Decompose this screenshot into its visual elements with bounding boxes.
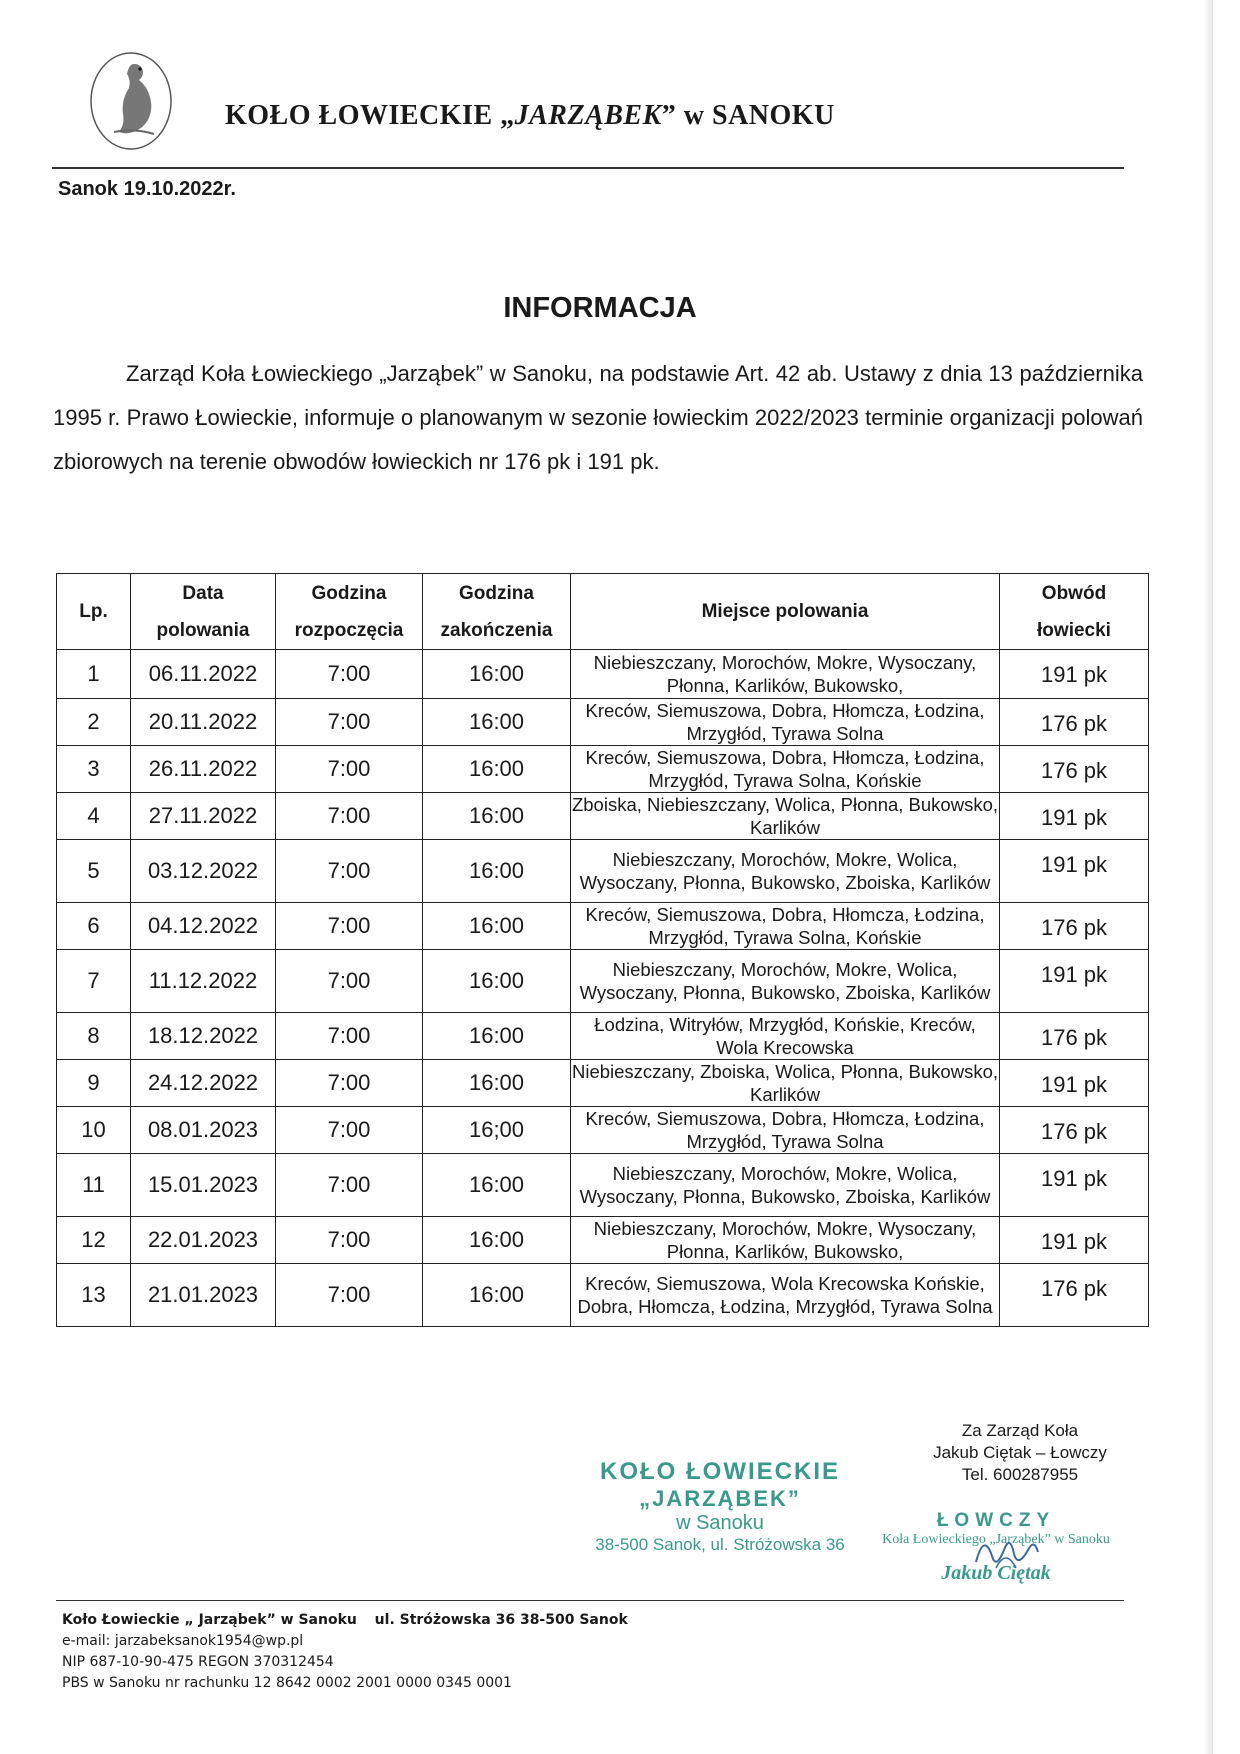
cell-start-time: 7:00	[276, 950, 423, 1013]
cell-district: 191 pk	[1000, 840, 1149, 903]
cell-place: Kreców, Siemuszowa, Dobra, Hłomcza, Łodzina, Mrzygłód, Tyrawa Solna, Końskie	[571, 903, 1000, 950]
cell-end-time: 16:00	[423, 746, 571, 793]
cell-district: 176 pk	[1000, 903, 1149, 950]
cell-district: 191 pk	[1000, 950, 1149, 1013]
cell-lp: 2	[57, 699, 131, 746]
table-row	[57, 1264, 1149, 1327]
cell-district: 176 pk	[1000, 746, 1149, 793]
cell-district: 176 pk	[1000, 1107, 1149, 1154]
cell-date: 21.01.2023	[131, 1264, 276, 1327]
cell-end-time: 16:00	[423, 950, 571, 1013]
cell-lp: 4	[57, 793, 131, 840]
cell-end-time: 16;00	[423, 1107, 571, 1154]
partridge-bird-icon	[88, 50, 174, 152]
table-row	[57, 840, 1149, 903]
cell-place: Niebieszczany, Morochów, Mokre, Wysoczany, Płonna, Karlików, Bukowsko,	[571, 1217, 1000, 1264]
handwritten-signature-icon	[966, 1522, 1046, 1582]
document-title: INFORMACJA	[503, 292, 697, 324]
table-row	[57, 650, 1149, 699]
cell-date: 06.11.2022	[131, 650, 276, 699]
cell-start-time: 7:00	[276, 1060, 423, 1107]
cell-lp: 3	[57, 746, 131, 793]
cell-start-time: 7:00	[276, 1264, 423, 1327]
signature-line-1: Za Zarząd Koła	[961, 1421, 1079, 1440]
cell-start-time: 7:00	[276, 1107, 423, 1154]
cell-district: 176 pk	[1000, 1264, 1149, 1327]
stamp-line-1: KOŁO ŁOWIECKIE	[600, 1458, 840, 1485]
cell-lp: 5	[57, 840, 131, 903]
cell-lp: 9	[57, 1060, 131, 1107]
cell-start-time: 7:00	[276, 840, 423, 903]
cell-place: Niebieszczany, Zboiska, Wolica, Płonna, Bukowsko, Karlików	[571, 1061, 999, 1105]
hunt-schedule-table-container	[56, 573, 1148, 1327]
cell-date: 24.12.2022	[131, 1060, 276, 1107]
footer-divider	[56, 1600, 1124, 1601]
header-place: Miejsce polowania	[571, 574, 1000, 650]
cell-place: Kreców, Siemuszowa, Dobra, Hłomcza, Łodzina, Mrzygłód, Tyrawa Solna, Końskie	[571, 746, 1000, 793]
table-row	[57, 793, 1149, 840]
footer-org: Koło Łowieckie „ Jarząbek” w Sanoku	[62, 1612, 357, 1628]
cell-lp: 12	[57, 1217, 131, 1264]
cell-end-time: 16:00	[423, 1013, 571, 1060]
table-header-row	[57, 574, 1149, 650]
signature-line-2: Jakub Ciętak – Łowczy	[933, 1443, 1107, 1462]
cell-place: Niebieszczany, Morochów, Mokre, Wolica, Wysoczany, Płonna, Bukowsko, Zboiska, Karlików	[571, 1154, 1000, 1217]
footer-bank: PBS w Sanoku nr rachunku 12 8642 0002 2001 0000 0345 0001	[62, 1675, 512, 1691]
footer-ids: NIP 687-10-90-475 REGON 370312454	[62, 1654, 334, 1670]
cell-district: 191 pk	[1000, 793, 1149, 840]
cell-end-time: 16:00	[423, 793, 571, 840]
cell-place: Zboiska, Niebieszczany, Wolica, Płonna, Bukowsko, Karlików	[571, 794, 999, 838]
cell-date: 03.12.2022	[131, 840, 276, 903]
cell-start-time: 7:00	[276, 699, 423, 746]
header-divider	[52, 167, 1124, 169]
cell-district: 191 pk	[1000, 650, 1149, 699]
cell-date: 04.12.2022	[131, 903, 276, 950]
stamp-line-3: w Sanoku	[676, 1512, 764, 1534]
cell-place: Kreców, Siemuszowa, Wola Krecowska Końskie, Dobra, Hłomcza, Łodzina, Mrzygłód, Tyrawa Solna	[571, 1264, 1000, 1327]
cell-district: 176 pk	[1000, 1013, 1149, 1060]
cell-lp: 8	[57, 1013, 131, 1060]
organization-title: KOŁO ŁOWIECKIE „JARZĄBEK” w SANOKU	[225, 100, 835, 131]
footer-email: e-mail: jarzabeksanok1954@wp.pl	[62, 1633, 304, 1649]
cell-start-time: 7:00	[276, 1217, 423, 1264]
stamp2-line-3: Jakub Ciętak	[941, 1562, 1051, 1584]
cell-district: 191 pk	[1000, 1154, 1149, 1217]
header-lp: Lp.	[57, 574, 131, 650]
cell-place: Niebieszczany, Morochów, Mokre, Wysoczany, Płonna, Karlików, Bukowsko,	[571, 650, 1000, 699]
table-row	[57, 950, 1149, 1013]
cell-end-time: 16:00	[423, 1264, 571, 1327]
cell-place: Łodzina, Witryłów, Mrzygłód, Końskie, Kreców, Wola Krecowska	[571, 1013, 1000, 1060]
footer	[62, 1610, 628, 1694]
signature-block	[900, 1420, 1140, 1486]
signature-line-3: Tel. 600287955	[961, 1465, 1079, 1484]
header-end-time: Godzina zakończenia	[423, 574, 571, 650]
cell-end-time: 16:00	[423, 1154, 571, 1217]
cell-place: Niebieszczany, Morochów, Mokre, Wolica, Wysoczany, Płonna, Bukowsko, Zboiska, Karlików	[571, 840, 1000, 903]
cell-date: 26.11.2022	[131, 746, 276, 793]
cell-district: 176 pk	[1000, 699, 1149, 746]
cell-place: Niebieszczany, Morochów, Mokre, Wolica, Wysoczany, Płonna, Bukowsko, Zboiska, Karlików	[571, 950, 1000, 1013]
cell-start-time: 7:00	[276, 1154, 423, 1217]
stamp2-line-2: Koła Łowieckiego „Jarząbek” w Sanoku	[882, 1532, 1110, 1547]
cell-lp: 1	[57, 650, 131, 699]
footer-address: ul. Stróżowska 36 38-500 Sanok	[374, 1612, 628, 1628]
table-row	[57, 1013, 1149, 1060]
cell-start-time: 7:00	[276, 903, 423, 950]
cell-lp: 11	[57, 1154, 131, 1217]
cell-end-time: 16:00	[423, 1217, 571, 1264]
cell-date: 08.01.2023	[131, 1107, 276, 1154]
header-start-time: Godzina rozpoczęcia	[276, 574, 423, 650]
document-date: Sanok 19.10.2022r.	[58, 178, 236, 200]
cell-lp: 7	[57, 950, 131, 1013]
stamp-line-4: 38-500 Sanok, ul. Stróżowska 36	[595, 1535, 845, 1554]
page-edge-shadow	[1205, 0, 1213, 1754]
table-row	[57, 1217, 1149, 1264]
cell-place: Kreców, Siemuszowa, Dobra, Hłomcza, Łodzina, Mrzygłód, Tyrawa Solna	[571, 1107, 1000, 1154]
table-body	[57, 650, 1149, 1327]
intro-paragraph: Zarząd Koła Łowieckiego „Jarząbek” w Sanoku, na podstawie Art. 42 ab. Ustawy z dnia 13 października 1995 r. Prawo Łowieckie, informuje o planowanym w sezonie łowieckim 2022/2023 terminie organizacji polowań zbiorowych na terenie obwodów łowieckich nr 176 pk i 191 pk.	[53, 361, 1143, 474]
header-district: Obwód łowiecki	[1000, 574, 1149, 650]
cell-district: 191 pk	[1000, 1217, 1149, 1264]
table-row	[57, 746, 1149, 793]
table-row	[57, 1154, 1149, 1217]
cell-date: 18.12.2022	[131, 1013, 276, 1060]
cell-date: 27.11.2022	[131, 793, 276, 840]
cell-start-time: 7:00	[276, 650, 423, 699]
cell-date: 11.12.2022	[131, 950, 276, 1013]
cell-start-time: 7:00	[276, 793, 423, 840]
cell-end-time: 16:00	[423, 840, 571, 903]
header-date: Data polowania	[131, 574, 276, 650]
table-row	[57, 1060, 1149, 1107]
cell-date: 15.01.2023	[131, 1154, 276, 1217]
stamp2-line-1: ŁOWCZY	[936, 1510, 1056, 1531]
table-row	[57, 1107, 1149, 1154]
table-row	[57, 903, 1149, 950]
cell-end-time: 16:00	[423, 650, 571, 699]
cell-end-time: 16:00	[423, 699, 571, 746]
table-row	[57, 699, 1149, 746]
cell-start-time: 7:00	[276, 746, 423, 793]
cell-start-time: 7:00	[276, 1013, 423, 1060]
cell-district: 191 pk	[1000, 1060, 1149, 1107]
cell-end-time: 16:00	[423, 1060, 571, 1107]
cell-date: 20.11.2022	[131, 699, 276, 746]
organization-stamp	[570, 1458, 870, 1555]
cell-date: 22.01.2023	[131, 1217, 276, 1264]
hunt-schedule-table	[56, 573, 1149, 1327]
cell-lp: 6	[57, 903, 131, 950]
cell-end-time: 16:00	[423, 903, 571, 950]
cell-lp: 13	[57, 1264, 131, 1327]
stamp-line-2: „JARZĄBEK”	[639, 1486, 801, 1511]
cell-lp: 10	[57, 1107, 131, 1154]
cell-place: Kreców, Siemuszowa, Dobra, Hłomcza, Łodzina, Mrzygłód, Tyrawa Solna	[571, 699, 1000, 746]
